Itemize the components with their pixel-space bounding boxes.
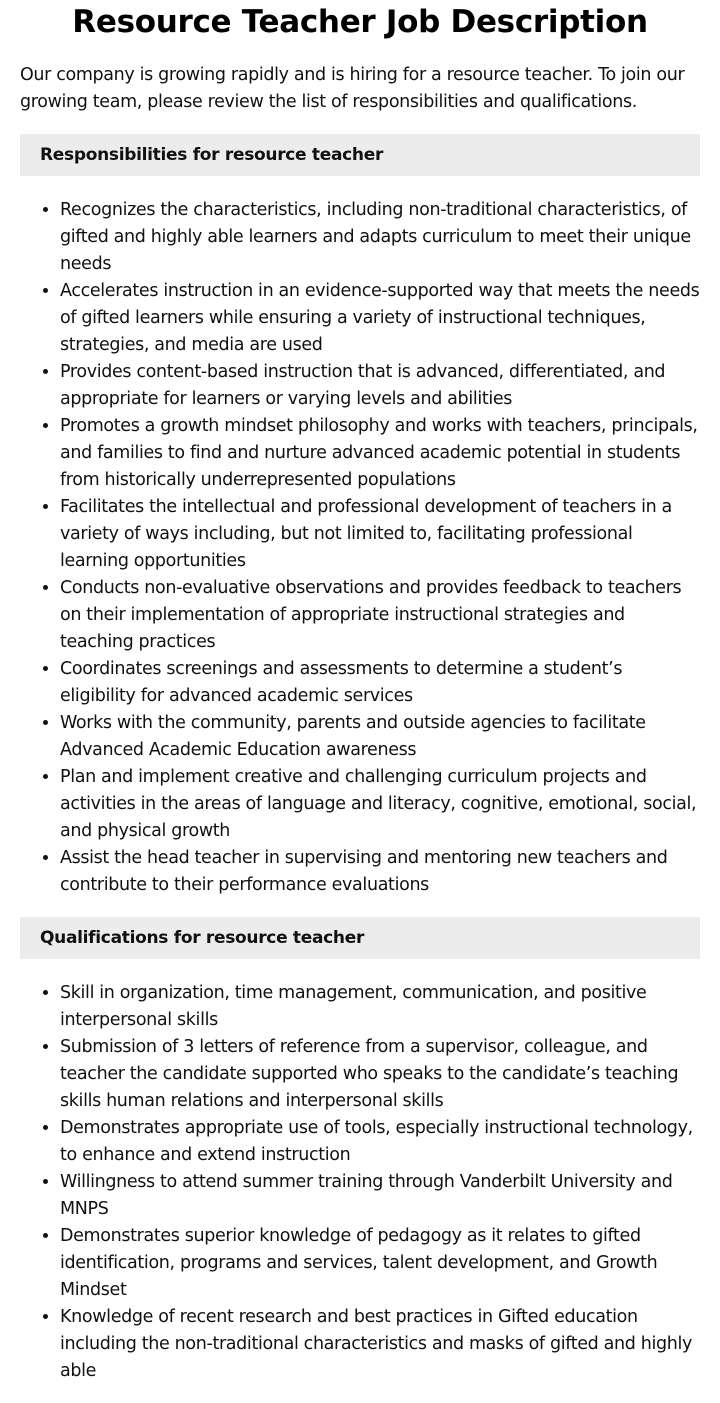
list-item: • Plan and implement creative and challenging curriculum projects and activities in the areas of language and literacy, cognitive, emotional, social, and physical growth — [60, 764, 700, 845]
list-item: • Assist the head teacher in supervising and mentoring new teachers and contribute to their performance evaluations — [60, 845, 700, 899]
list-item: • Submission of 3 letters of reference from a supervisor, colleague, and teacher the candidate supported who speaks to the candidate’s teaching skills human relations and interpersonal skills — [60, 1034, 700, 1115]
intro-paragraph: Our company is growing rapidly and is hiring for a resource teacher. To join our growing team, please review the list of responsibilities and qualifications. — [20, 65, 685, 112]
list-item: • Works with the community, parents and outside agencies to facilitate Advanced Academic Education awareness — [60, 710, 700, 764]
list-item: • Demonstrates superior knowledge of pedagogy as it relates to gifted identification, programs and services, talent development, and Growth Mindset — [60, 1223, 700, 1304]
responsibilities-list — [20, 197, 700, 899]
page-title: Resource Teacher Job Description — [72, 4, 648, 40]
list-item: • Accelerates instruction in an evidence-supported way that meets the needs of gifted learners while ensuring a variety of instructional techniques, strategies, and media are used — [60, 278, 700, 359]
list-item: • Skill in organization, time management, communication, and positive interpersonal skills — [60, 980, 700, 1034]
list-item: • Conducts non-evaluative observations and provides feedback to teachers on their implementation of appropriate instructional strategies and teaching practices — [60, 575, 700, 656]
list-item: • Provides content-based instruction that is advanced, differentiated, and appropriate for learners or varying levels and abilities — [60, 359, 700, 413]
qualifications-list — [20, 980, 700, 1385]
list-item: • Promotes a growth mindset philosophy and works with teachers, principals, and families to find and nurture advanced academic potential in students from historically underrepresented populations — [60, 413, 700, 494]
list-item: • Coordinates screenings and assessments to determine a student’s eligibility for advanced academic services — [60, 656, 700, 710]
responsibilities-heading: Responsibilities for resource teacher — [20, 134, 700, 176]
list-item: • Facilitates the intellectual and professional development of teachers in a variety of ways including, but not limited to, facilitating professional learning opportunities — [60, 494, 700, 575]
list-item: • Willingness to attend summer training through Vanderbilt University and MNPS — [60, 1169, 700, 1223]
qualifications-heading: Qualifications for resource teacher — [20, 917, 700, 959]
list-item: • Knowledge of recent research and best practices in Gifted education including the non-traditional characteristics and masks of gifted and highly able — [60, 1304, 700, 1385]
list-item: • Recognizes the characteristics, including non-traditional characteristics, of gifted and highly able learners and adapts curriculum to meet their unique needs — [60, 197, 700, 278]
list-item: • Demonstrates appropriate use of tools, especially instructional technology, to enhance and extend instruction — [60, 1115, 700, 1169]
